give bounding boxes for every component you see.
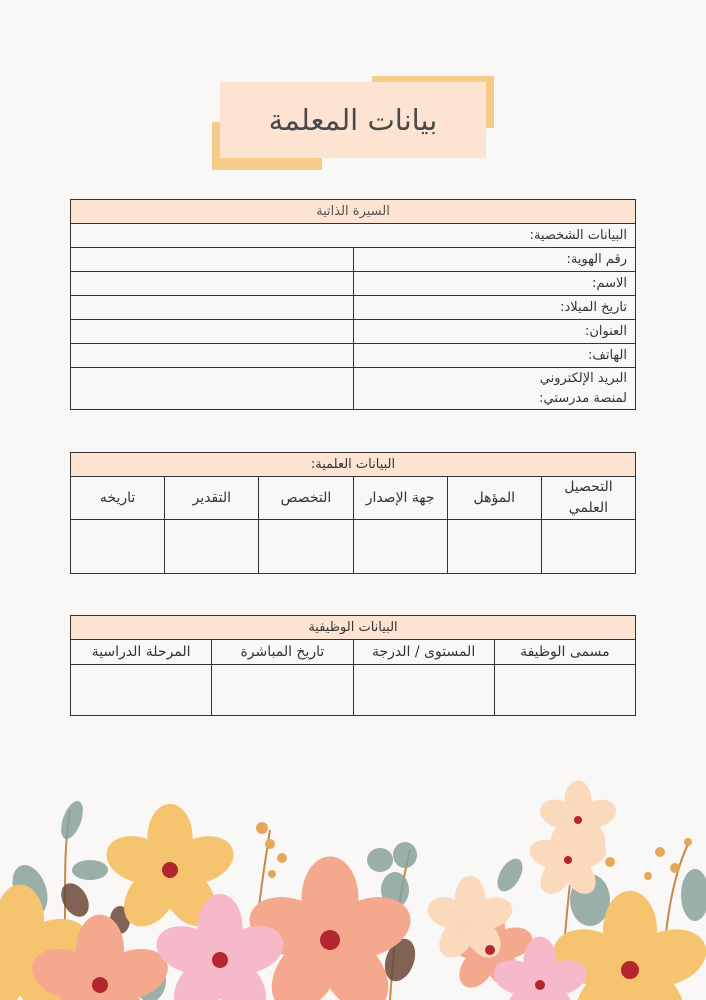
id-number-field[interactable] [71,248,354,272]
cell-issuer[interactable] [353,520,447,574]
job-info-header: البيانات الوظيفية [71,616,636,640]
personal-section-label: البيانات الشخصية: [71,224,636,248]
col-qualification: المؤهل [447,477,541,520]
title-banner [212,76,494,170]
phone-label: الهاتف: [353,344,636,368]
floral-border-illustration [0,780,706,1000]
id-number-label: رقم الهوية: [353,248,636,272]
name-field[interactable] [71,272,354,296]
birthdate-field[interactable] [71,296,354,320]
col-date: تاريخه [71,477,165,520]
title-card [220,82,486,158]
cell-school-stage[interactable] [71,665,212,716]
scientific-info-header: البيانات العلمية: [71,453,636,477]
cell-academic-attainment[interactable] [541,520,635,574]
cell-start-date[interactable] [212,665,353,716]
col-issuer: جهة الإصدار [353,477,447,520]
cell-level-grade[interactable] [353,665,494,716]
address-field[interactable] [71,320,354,344]
cell-date[interactable] [71,520,165,574]
cell-specialization[interactable] [259,520,353,574]
address-label: العنوان: [353,320,636,344]
page-title: بيانات المعلمة [268,103,438,137]
job-info-table [70,615,636,716]
personal-info-header: السيرة الذاتية [71,200,636,224]
email-label-line1: البريد الإلكتروني [539,370,627,386]
email-field[interactable] [71,368,354,410]
col-grade: التقدير [165,477,259,520]
col-job-title: مسمى الوظيفة [494,640,635,665]
name-label: الاسم: [353,272,636,296]
phone-field[interactable] [71,344,354,368]
col-academic-attainment: التحصيل العلمي [541,477,635,520]
scientific-info-table [70,452,636,574]
personal-info-table [70,199,636,410]
cell-job-title[interactable] [494,665,635,716]
col-start-date: تاريخ المباشرة [212,640,353,665]
col-level-grade: المستوى / الدرجة [353,640,494,665]
cell-qualification[interactable] [447,520,541,574]
email-label-line2: لمنصة مدرستي: [539,390,627,406]
cell-grade[interactable] [165,520,259,574]
col-school-stage: المرحلة الدراسية [71,640,212,665]
email-label [353,368,636,410]
col-specialization: التخصص [259,477,353,520]
birthdate-label: تاريخ الميلاد: [353,296,636,320]
